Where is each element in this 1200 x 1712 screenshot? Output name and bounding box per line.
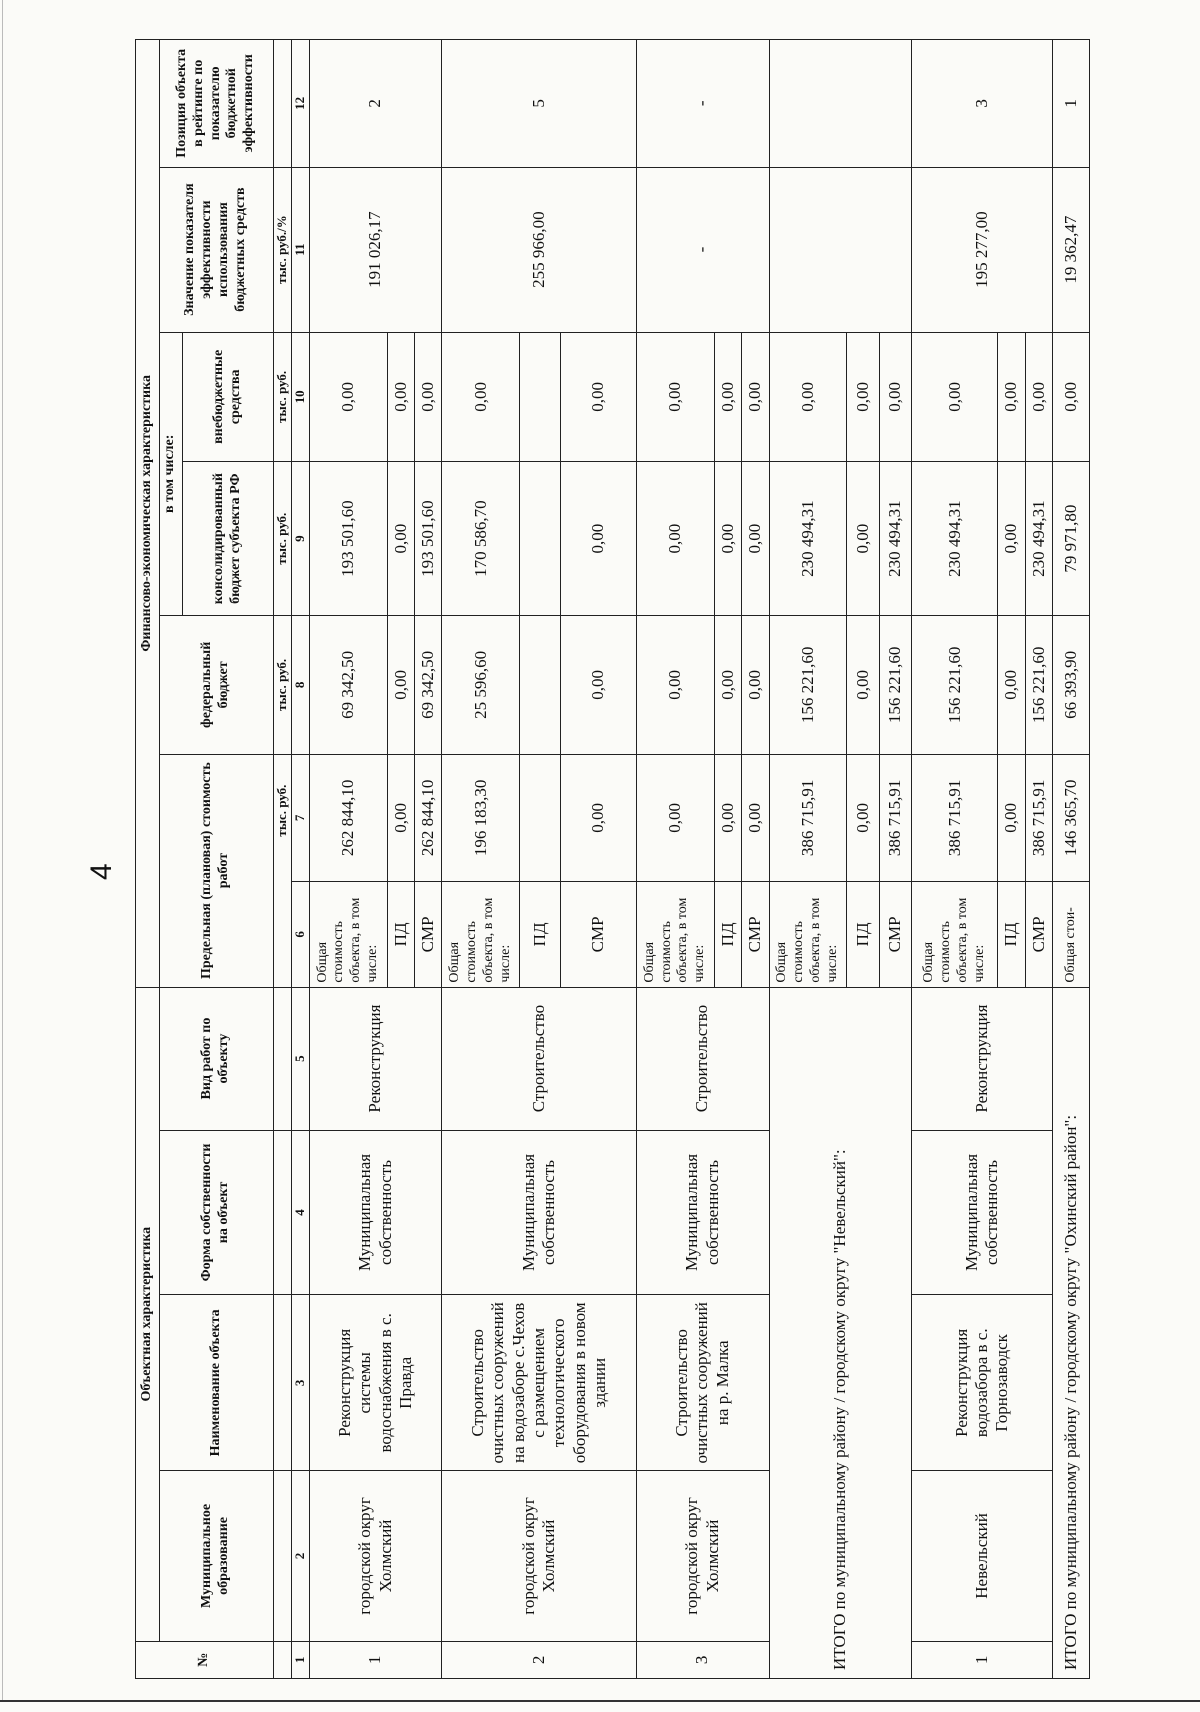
work-type: Строительство xyxy=(636,987,769,1130)
federal-budget: 156 221,60 xyxy=(879,616,911,755)
total-cost: 386 715,91 xyxy=(879,754,911,882)
federal-budget: 156 221,60 xyxy=(912,616,998,755)
header-offbudget: внебюджетные средства xyxy=(183,332,274,462)
offbudget: 0,00 xyxy=(1053,332,1090,462)
offbudget: 0,00 xyxy=(879,332,911,462)
regional-budget: 0,00 xyxy=(742,462,769,616)
total-cost: 386 715,91 xyxy=(1025,754,1052,882)
total-cost: 0,00 xyxy=(742,754,769,882)
header-rating-position: Позиция объекта в рейтинге по показателю бюджетной эффективности xyxy=(159,40,273,168)
cost-label-total: Общая стоимость объекта, в том числе: xyxy=(636,882,714,988)
offbudget: 0,00 xyxy=(714,332,741,462)
scan-edge-left xyxy=(2,0,3,1700)
regional-budget: 0,00 xyxy=(561,462,637,616)
investment-table xyxy=(135,39,1090,1679)
federal-budget: 66 393,90 xyxy=(1053,616,1090,755)
col-number: 5 xyxy=(291,987,309,1130)
regional-budget: 230 494,31 xyxy=(879,462,911,616)
row-number: 2 xyxy=(442,1641,636,1678)
work-type: Строительство xyxy=(442,987,636,1130)
regional-budget: 193 501,60 xyxy=(309,462,387,616)
rating-position: 1 xyxy=(1053,40,1090,168)
unit-efficiency: тыс. руб./% xyxy=(273,167,291,332)
object-name: Реконструкция системы водоснабжения в с. Правда xyxy=(309,1295,442,1471)
cost-label-total: Общая стоимость объекта, в том числе: xyxy=(442,882,520,988)
unit-offbudget: тыс. руб. xyxy=(273,332,291,462)
cost-label-pd: ПД xyxy=(714,882,741,988)
cost-label-smr: СМР xyxy=(742,882,769,988)
offbudget: 0,00 xyxy=(442,332,520,462)
total-cost: 0,00 xyxy=(387,754,414,882)
efficiency-value: 191 026,17 xyxy=(309,167,442,332)
total-cost: 386 715,91 xyxy=(912,754,998,882)
offbudget: 0,00 xyxy=(561,332,637,462)
header-planned-cost: Предельная (плановая) стоимость работ xyxy=(159,754,273,987)
regional-budget: 79 971,80 xyxy=(1053,462,1090,616)
federal-budget: 0,00 xyxy=(847,616,879,755)
total-cost: 146 365,70 xyxy=(1053,754,1090,882)
federal-budget: 156 221,60 xyxy=(769,616,847,755)
federal-budget: 0,00 xyxy=(714,616,741,755)
offbudget: 0,00 xyxy=(415,332,442,462)
header-object-characteristic: Объектная характеристика xyxy=(136,987,160,1641)
unit-regional: тыс. руб. xyxy=(273,462,291,616)
efficiency-value: 195 277,00 xyxy=(912,167,1053,332)
ownership: Муниципальная собственность xyxy=(442,1130,636,1295)
col-number: 12 xyxy=(291,40,309,168)
offbudget: 0,00 xyxy=(309,332,387,462)
offbudget: 0,00 xyxy=(769,332,847,462)
total-cost: 0,00 xyxy=(636,754,714,882)
rating-position: - xyxy=(636,40,769,168)
header-efficiency: Значение показателя эффективности использования бюджетных средств xyxy=(159,167,273,332)
regional-budget: 0,00 xyxy=(714,462,741,616)
federal-budget: 0,00 xyxy=(636,616,714,755)
col-number: 11 xyxy=(291,167,309,332)
header-no: № xyxy=(136,1641,274,1678)
col-number: 7 xyxy=(291,754,309,882)
work-type: Реконструкция xyxy=(309,987,442,1130)
municipality: Невельский xyxy=(912,1471,1053,1641)
total-cost: 0,00 xyxy=(847,754,879,882)
offbudget: 0,00 xyxy=(387,332,414,462)
total-cost: 196 183,30 xyxy=(442,754,520,882)
cost-label-pd: ПД xyxy=(520,882,561,988)
ownership: Муниципальная собственность xyxy=(912,1130,1053,1295)
header-work-type: Вид работ по объекту xyxy=(159,987,273,1130)
unit-federal: тыс. руб. xyxy=(273,616,291,755)
federal-budget: 0,00 xyxy=(387,616,414,755)
col-number: 8 xyxy=(291,616,309,755)
federal-budget: 0,00 xyxy=(561,616,637,755)
row-number: 3 xyxy=(636,1641,769,1678)
header-municipality: Муниципальное образование xyxy=(159,1471,273,1641)
efficiency-value: - xyxy=(636,167,769,332)
efficiency-value: 19 362,47 xyxy=(1053,167,1090,332)
total-cost: 0,00 xyxy=(561,754,637,882)
federal-budget: 0,00 xyxy=(998,616,1025,755)
regional-budget: 0,00 xyxy=(387,462,414,616)
cost-label-total-short: Общая стои- xyxy=(1053,882,1090,988)
total-cost: 386 715,91 xyxy=(769,754,847,882)
municipality: городской округ Холмский xyxy=(309,1471,442,1641)
rating-position: 2 xyxy=(309,40,442,168)
cost-label-pd: ПД xyxy=(387,882,414,988)
header-ownership: Форма собственности на объект xyxy=(159,1130,273,1295)
object-name: Реконструкция водозабора в с. Горнозаводск xyxy=(912,1295,1053,1471)
total-cost: 0,00 xyxy=(714,754,741,882)
cost-label-total: Общая стоимость объекта, в том числе: xyxy=(769,882,847,988)
cost-label-smr: СМР xyxy=(1025,882,1052,988)
municipality: городской округ Холмский xyxy=(636,1471,769,1641)
ownership: Муниципальная собственность xyxy=(309,1130,442,1295)
ownership: Муниципальная собственность xyxy=(636,1130,769,1295)
col-number: 6 xyxy=(291,882,309,988)
work-type: Реконструкция xyxy=(912,987,1053,1130)
header-including: в том числе: xyxy=(159,332,183,616)
municipality: городской округ Холмский xyxy=(442,1471,636,1641)
row-number: 1 xyxy=(912,1641,1053,1678)
col-number: 10 xyxy=(291,332,309,462)
subtotal-nevelsky-label: ИТОГО по муниципальному району / городскому округу "Невельский": xyxy=(769,987,912,1678)
rating-position: 3 xyxy=(912,40,1053,168)
efficiency-value: 255 966,00 xyxy=(442,167,636,332)
regional-budget: 230 494,31 xyxy=(1025,462,1052,616)
unit-cost: тыс. руб. xyxy=(273,754,291,987)
cost-label-smr: СМР xyxy=(561,882,637,988)
cost-label-pd: ПД xyxy=(998,882,1025,988)
col-number: 3 xyxy=(291,1295,309,1471)
row-number: 1 xyxy=(309,1641,442,1678)
offbudget: 0,00 xyxy=(636,332,714,462)
header-financial-characteristic: Финансово-экономическая характеристика xyxy=(136,40,160,988)
offbudget: 0,00 xyxy=(998,332,1025,462)
cost-label-pd: ПД xyxy=(847,882,879,988)
regional-budget: 0,00 xyxy=(998,462,1025,616)
federal-budget: 69 342,50 xyxy=(415,616,442,755)
federal-budget: 25 596,60 xyxy=(442,616,520,755)
header-object-name: Наименование объекта xyxy=(159,1295,273,1471)
rotated-table-wrapper xyxy=(135,39,1090,1679)
header-federal-budget: федеральный бюджет xyxy=(159,616,273,755)
regional-budget: 230 494,31 xyxy=(769,462,847,616)
offbudget: 0,00 xyxy=(847,332,879,462)
regional-budget: 0,00 xyxy=(636,462,714,616)
federal-budget: 156 221,60 xyxy=(1025,616,1052,755)
offbudget: 0,00 xyxy=(742,332,769,462)
subtotal-okha-label: ИТОГО по муниципальному району / городскому округу "Охинский район": xyxy=(1053,987,1090,1678)
total-cost: 262 844,10 xyxy=(309,754,387,882)
col-number: 2 xyxy=(291,1471,309,1641)
regional-budget: 193 501,60 xyxy=(415,462,442,616)
object-name: Строительство очистных сооружений на водозаборе с.Чехов с размещением технологического оборудования в новом здании xyxy=(442,1295,636,1471)
offbudget: 0,00 xyxy=(912,332,998,462)
scan-edge-bottom xyxy=(0,1700,1200,1702)
rating-position: 5 xyxy=(442,40,636,168)
col-number: 9 xyxy=(291,462,309,616)
offbudget: 0,00 xyxy=(1025,332,1052,462)
col-number: 1 xyxy=(291,1641,309,1678)
col-number: 4 xyxy=(291,1130,309,1295)
cost-label-total: Общая стоимость объекта, в том числе: xyxy=(309,882,387,988)
total-cost: 262 844,10 xyxy=(415,754,442,882)
federal-budget: 0,00 xyxy=(742,616,769,755)
federal-budget: 69 342,50 xyxy=(309,616,387,755)
cost-label-smr: СМР xyxy=(415,882,442,988)
cost-label-total: Общая стоимость объекта, в том числе: xyxy=(912,882,998,988)
regional-budget: 0,00 xyxy=(847,462,879,616)
regional-budget: 230 494,31 xyxy=(912,462,998,616)
header-regional-budget: консолидированный бюджет субъекта РФ xyxy=(183,462,274,616)
object-name: Строительство очистных сооружений на р. Малка xyxy=(636,1295,769,1471)
regional-budget: 170 586,70 xyxy=(442,462,520,616)
page-number: 4 xyxy=(85,863,118,880)
total-cost: 0,00 xyxy=(998,754,1025,882)
cost-label-smr: СМР xyxy=(879,882,911,988)
